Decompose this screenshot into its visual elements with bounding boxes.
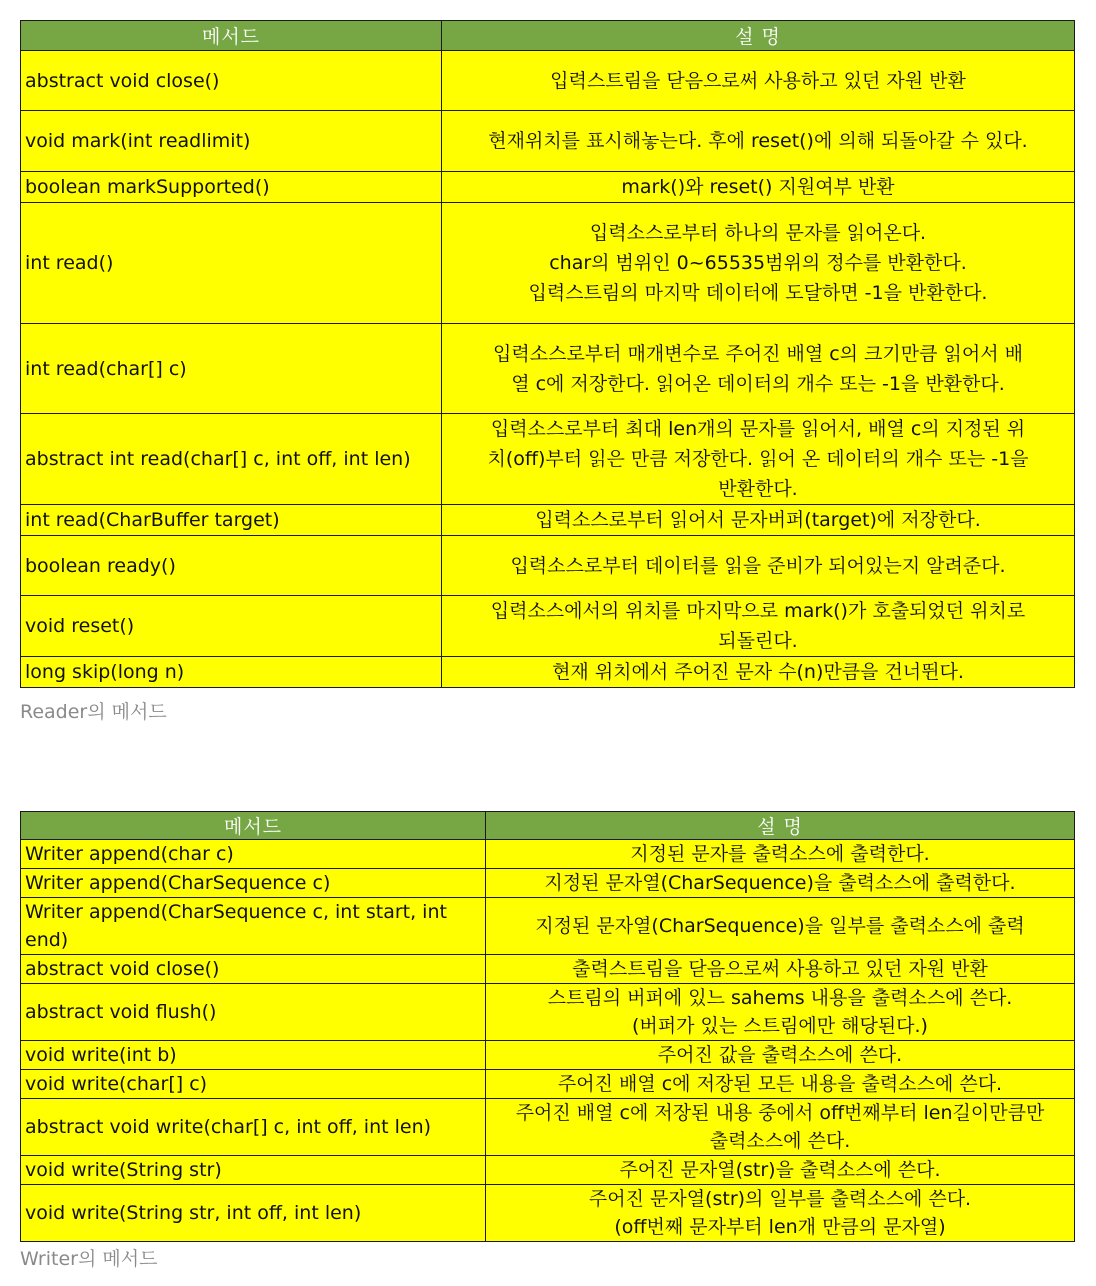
method-cell: abstract void flush()	[21, 984, 486, 1041]
reader-header-row	[21, 21, 1075, 51]
description-cell	[486, 840, 1075, 869]
description-line: 입력소스로부터 최대 len개의 문자를 읽어서, 배열 c의 지정된 위	[490, 418, 1026, 440]
description-cell	[442, 172, 1075, 203]
description-line: 입력소스에서의 위치를 마지막으로 mark()가 호출되었던 위치로	[490, 600, 1026, 622]
description-line: 주어진 문자열(str)의 일부를 출력소스에 쓴다.	[588, 1188, 972, 1210]
description-cell	[442, 203, 1075, 324]
writer-methods-table	[20, 811, 1075, 1242]
table-row	[21, 898, 1075, 955]
description-line: (off번째 문자부터 len개 만큼의 문자열)	[614, 1216, 946, 1238]
description-cell	[442, 111, 1075, 172]
method-cell: void write(int b)	[21, 1041, 486, 1070]
method-cell: int read(char[] c)	[21, 324, 442, 414]
description-line: 지정된 문자를 출력소스에 출력한다.	[630, 843, 930, 865]
writer-header-desc: 설 명	[486, 812, 1075, 840]
description-cell	[442, 324, 1075, 414]
reader-methods-table	[20, 20, 1075, 688]
description-cell	[442, 505, 1075, 536]
description-cell	[486, 1185, 1075, 1242]
table-row	[21, 869, 1075, 898]
description-cell	[442, 657, 1075, 688]
table-row	[21, 840, 1075, 869]
writer-caption: Writer의 메서드	[20, 1248, 158, 1270]
description-cell	[486, 1156, 1075, 1185]
table-row	[21, 1099, 1075, 1156]
description-line: 입력소스로부터 매개변수로 주어진 배열 c의 크기만큼 읽어서 배	[493, 342, 1023, 365]
description-line: 되돌린다.	[718, 630, 798, 652]
description-line: mark()와 reset() 지원여부 반환	[621, 176, 895, 198]
table-row	[21, 657, 1075, 688]
method-cell: boolean ready()	[21, 536, 442, 596]
description-line: 입력소스로부터 데이터를 읽을 준비가 되어있는지 알려준다.	[510, 554, 1006, 577]
table-row	[21, 111, 1075, 172]
description-line: 입력소스로부터 읽어서 문자버퍼(target)에 저장한다.	[535, 509, 981, 531]
method-cell: Writer append(char c)	[21, 840, 486, 869]
reader-caption: Reader의 메서드	[20, 701, 167, 723]
table-row	[21, 984, 1075, 1041]
description-cell	[486, 898, 1075, 955]
description-cell	[486, 1099, 1075, 1156]
method-cell: abstract void write(char[] c, int off, int len)	[21, 1099, 486, 1156]
writer-header-method: 메서드	[21, 812, 486, 840]
description-line: 입력스트림을 닫음으로써 사용하고 있던 자원 반환	[550, 69, 966, 92]
description-line: 지정된 문자열(CharSequence)을 출력소스에 출력한다.	[544, 872, 1016, 894]
method-cell: void write(char[] c)	[21, 1070, 486, 1099]
method-cell: void write(String str, int off, int len)	[21, 1185, 486, 1242]
description-cell	[442, 536, 1075, 596]
description-cell	[442, 414, 1075, 505]
method-cell: Writer append(CharSequence c)	[21, 869, 486, 898]
table-row	[21, 172, 1075, 203]
description-line: 입력스트림의 마지막 데이터에 도달하면 -1을 반환한다.	[528, 282, 988, 304]
description-cell	[486, 869, 1075, 898]
table-row	[21, 324, 1075, 414]
description-line: 출력스트림을 닫음으로써 사용하고 있던 자원 반환	[572, 958, 988, 980]
description-line: 열 c에 저장한다. 읽어온 데이터의 개수 또는 -1을 반환한다.	[511, 372, 1005, 395]
description-line: 현재 위치에서 주어진 문자 수(n)만큼을 건너뛴다.	[552, 661, 964, 683]
description-line: (버퍼가 있는 스트림에만 해당된다.)	[632, 1015, 928, 1037]
reader-header-desc: 설 명	[442, 21, 1075, 51]
table-row	[21, 203, 1075, 324]
table-row	[21, 51, 1075, 111]
description-cell	[486, 1041, 1075, 1070]
description-line: char의 범위인 0~65535범위의 정수를 반환한다.	[549, 252, 967, 274]
description-line: 입력소스로부터 하나의 문자를 읽어온다.	[589, 222, 927, 244]
table-row	[21, 1156, 1075, 1185]
description-line: 현재위치를 표시해놓는다. 후에 reset()에 의해 되돌아갈 수 있다.	[488, 130, 1028, 152]
method-cell: long skip(long n)	[21, 657, 442, 688]
description-cell	[442, 51, 1075, 111]
description-line: 스트림의 버퍼에 있느 sahems 내용을 출력소스에 쓴다.	[547, 987, 1013, 1009]
description-line: 주어진 값을 출력소스에 쓴다.	[657, 1044, 903, 1066]
table-row	[21, 1185, 1075, 1242]
description-line: 주어진 배열 c에 저장된 내용 중에서 off번째부터 len길이만큼만	[515, 1102, 1045, 1124]
method-cell: Writer append(CharSequence c, int start, int end)	[21, 898, 486, 955]
method-cell: boolean markSupported()	[21, 172, 442, 203]
table-row	[21, 536, 1075, 596]
description-cell	[486, 984, 1075, 1041]
description-line: 주어진 문자열(str)을 출력소스에 쓴다.	[619, 1159, 941, 1181]
description-line: 출력소스에 쓴다.	[709, 1130, 851, 1152]
table-row	[21, 596, 1075, 657]
description-line: 치(off)부터 읽은 만큼 저장한다. 읽어 온 데이터의 개수 또는 -1을	[487, 448, 1029, 470]
table-row	[21, 505, 1075, 536]
method-cell: void reset()	[21, 596, 442, 657]
reader-header-method: 메서드	[21, 21, 442, 51]
method-cell: void mark(int readlimit)	[21, 111, 442, 172]
table-row	[21, 1041, 1075, 1070]
description-line: 지정된 문자열(CharSequence)을 일부를 출력소스에 출력	[535, 915, 1025, 937]
method-cell: int read()	[21, 203, 442, 324]
table-row	[21, 1070, 1075, 1099]
method-cell: int read(CharBuffer target)	[21, 505, 442, 536]
description-cell	[442, 596, 1075, 657]
description-line: 주어진 배열 c에 저장된 모든 내용을 출력소스에 쓴다.	[557, 1073, 1003, 1095]
description-cell	[486, 955, 1075, 984]
method-cell: abstract void close()	[21, 51, 442, 111]
method-cell: abstract int read(char[] c, int off, int len)	[21, 414, 442, 505]
method-cell: void write(String str)	[21, 1156, 486, 1185]
writer-header-row	[21, 812, 1075, 840]
table-row	[21, 955, 1075, 984]
table-row	[21, 414, 1075, 505]
description-line: 반환한다.	[718, 478, 798, 500]
method-cell: abstract void close()	[21, 955, 486, 984]
description-cell	[486, 1070, 1075, 1099]
